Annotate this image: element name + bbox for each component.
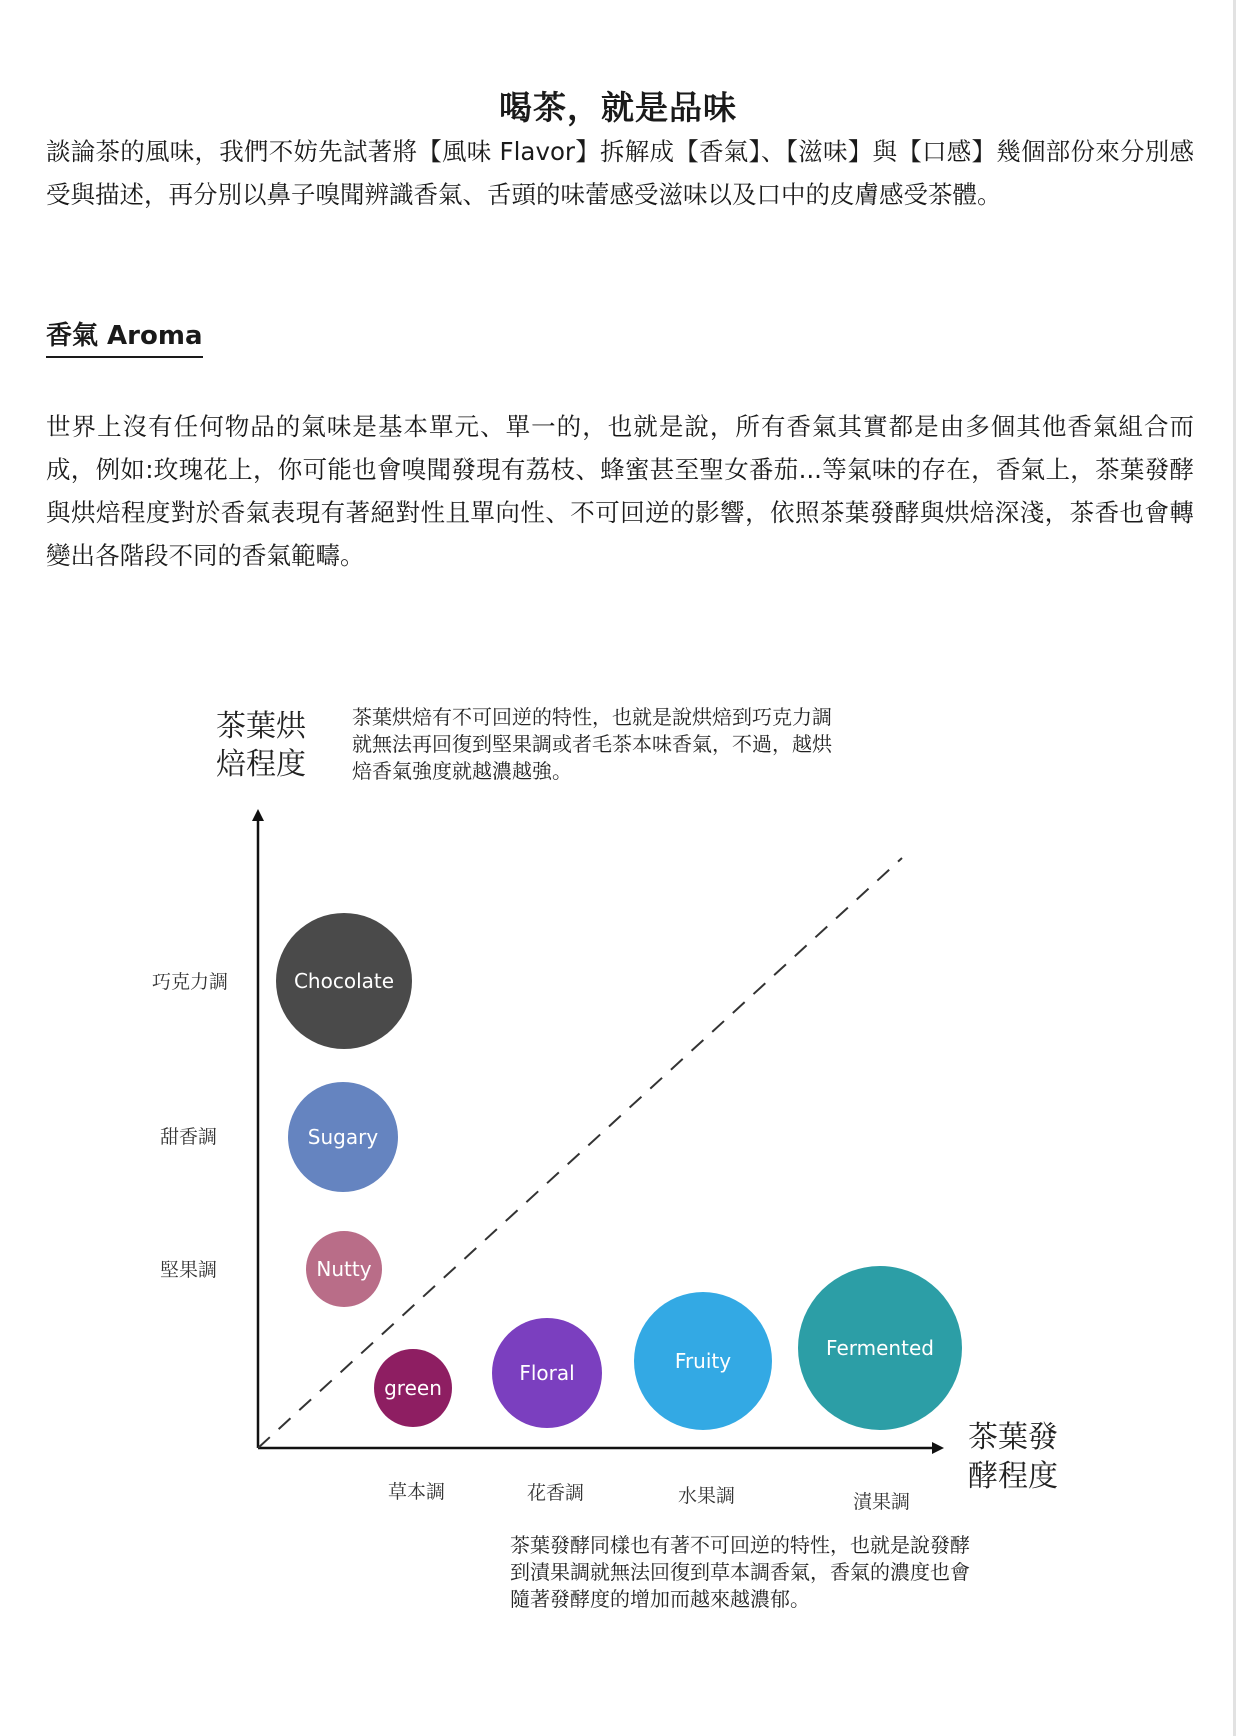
x-axis-title-line-1: 茶葉發 <box>968 1420 1058 1455</box>
y-axis-title-line-2: 焙程度 <box>216 747 306 782</box>
bubble-chocolate-label: Chocolate <box>293 969 395 993</box>
bubble-fermented-label: Fermented <box>826 1336 934 1360</box>
x-tick-floral: 花香調 <box>527 1482 585 1504</box>
roast-note-line-3: 焙香氣強度就越濃越強。 <box>352 759 572 783</box>
x-axis-title-line-2: 酵程度 <box>968 1459 1058 1494</box>
bubble-floral <box>492 1318 602 1428</box>
roast-note-line-2: 就無法再回復到堅果調或者毛茶本味香氣，不過，越烘 <box>352 732 832 756</box>
section-heading-aroma: 香氣 Aroma <box>46 318 203 358</box>
roast-note-line-1: 茶葉烘焙有不可回逆的特性，也就是說烘焙到巧克力調 <box>352 705 832 729</box>
bubble-fermented <box>798 1266 962 1430</box>
bubble-green <box>374 1349 452 1427</box>
bubble-fruity-label: Fruity <box>674 1349 732 1373</box>
page-title: 喝茶，就是品味 <box>499 88 737 127</box>
bubble-fruity <box>634 1292 772 1430</box>
bubble-nutty-label: Nutty <box>316 1257 372 1281</box>
bubble-green-label: green <box>384 1376 442 1400</box>
bubble-floral-label: Floral <box>519 1361 575 1385</box>
x-tick-green: 草本調 <box>388 1481 446 1503</box>
y-axis-title-line-1: 茶葉烘 <box>216 709 306 744</box>
ferment-note-line-3: 隨著發酵度的增加而越來越濃郁。 <box>510 1587 810 1611</box>
bubble-sugary <box>288 1082 398 1192</box>
x-tick-fruity: 水果調 <box>678 1485 736 1507</box>
x-tick-fermented: 漬果調 <box>853 1491 911 1513</box>
ferment-note-line-1: 茶葉發酵同樣也有著不可回逆的特性，也就是說發酵 <box>510 1533 970 1557</box>
y-tick-nutty: 堅果調 <box>160 1259 218 1281</box>
y-tick-sugary: 甜香調 <box>160 1126 218 1148</box>
bubble-sugary-label: Sugary <box>307 1125 379 1149</box>
ferment-note-line-2: 到漬果調就無法回復到草本調香氣，香氣的濃度也會 <box>510 1560 970 1584</box>
aroma-paragraph: 世界上沒有任何物品的氣味是基本單元、單一的，也就是說，所有香氣其實都是由多個其他香氣組合而成，例如:玫瑰花上，你可能也會嗅聞發現有荔枝、蜂蜜甚至聖女番茄...等氣味的存在，香氣上，茶葉發酵與烘焙程度對於香氣表現有著絕對性且單向性、不可回逆的影響，依照茶葉發酵與烘焙深淺，茶香也會轉變出各階段不同的香氣範疇。 <box>46 412 1194 570</box>
y-tick-chocolate: 巧克力調 <box>152 971 229 993</box>
bubble-chocolate <box>276 913 412 1049</box>
aroma-diagram <box>0 680 1236 1640</box>
bubble-nutty <box>306 1231 382 1307</box>
intro-paragraph: 談論茶的風味，我們不妨先試著將【風味 Flavor】拆解成【香氣】、【滋味】與【口感】幾個部份來分別感受與描述，再分別以鼻子嗅聞辨識香氣、舌頭的味蕾感受滋味以及口中的皮膚感受茶體。 <box>46 137 1194 209</box>
